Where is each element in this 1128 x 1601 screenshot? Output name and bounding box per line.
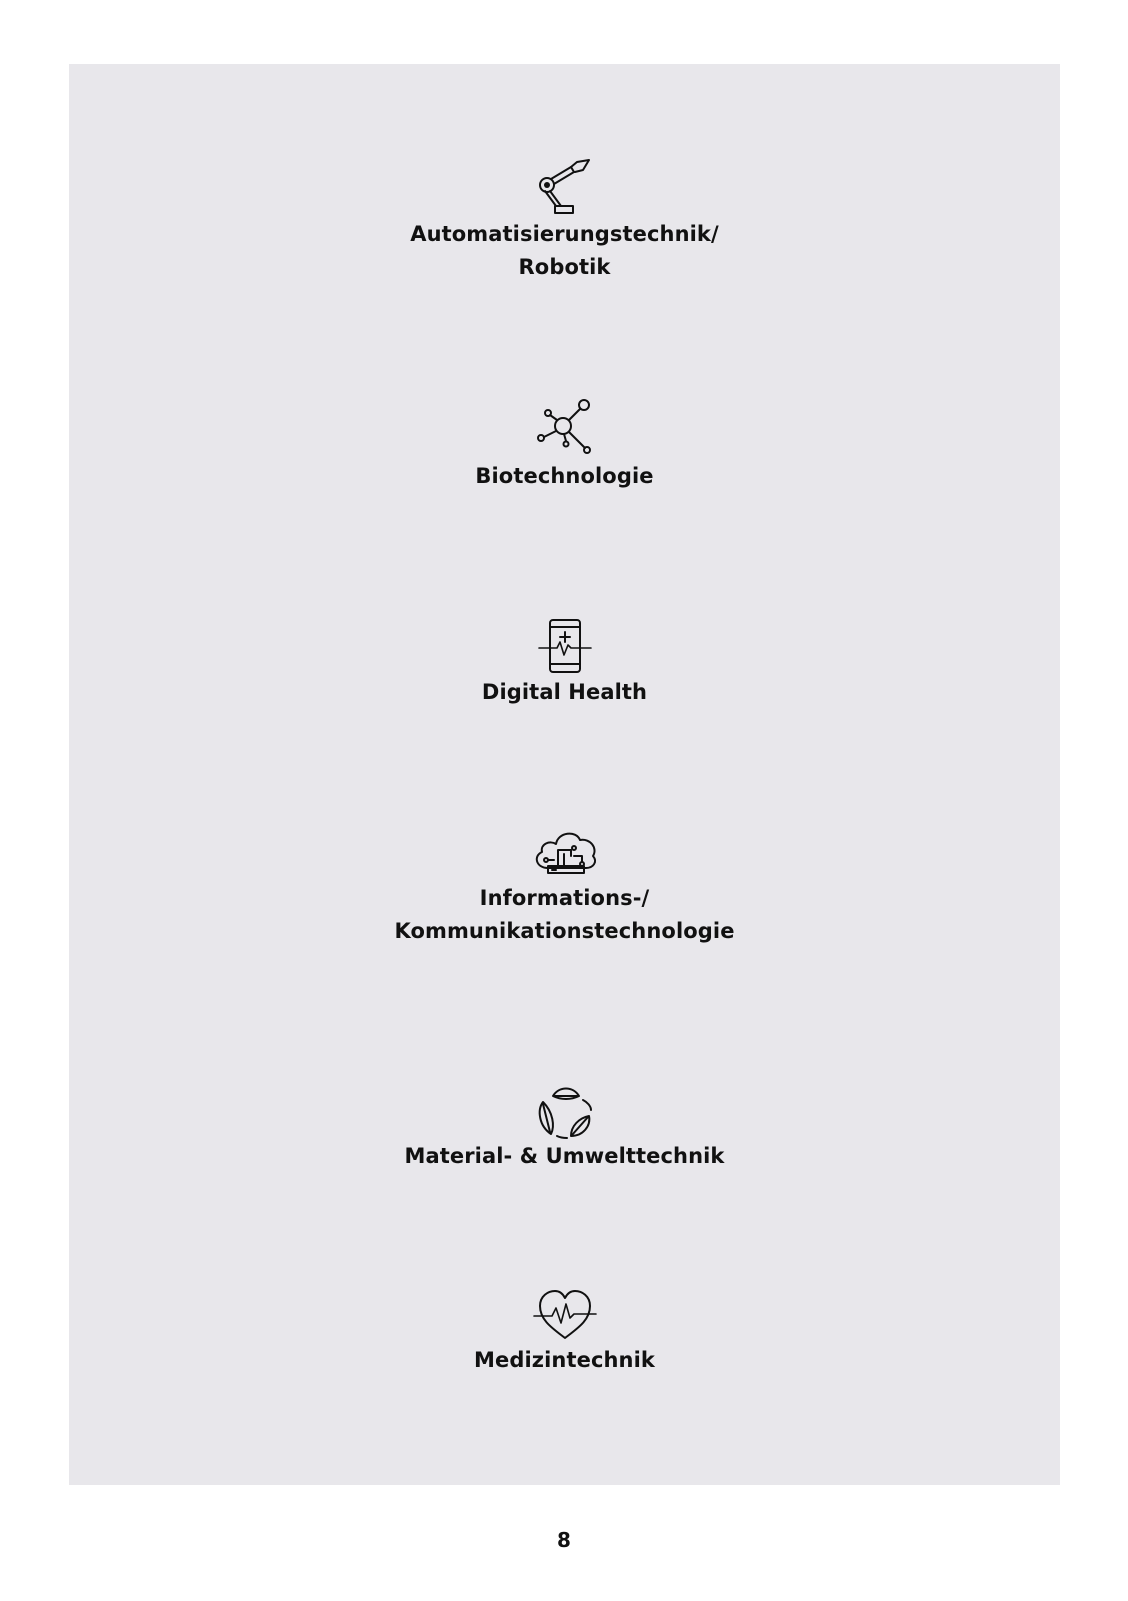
sector-label-line-1: Informations-/ bbox=[479, 886, 650, 910]
sector-label-line-1: Material- & Umwelttechnik bbox=[404, 1144, 725, 1168]
sector-digital-health bbox=[69, 618, 1060, 709]
cloud-network-icon bbox=[530, 826, 600, 882]
sector-medical-technology bbox=[69, 1288, 1060, 1377]
molecule-network-icon bbox=[533, 398, 597, 460]
sector-label-line-2: Robotik bbox=[518, 255, 611, 279]
sector-panel bbox=[69, 64, 1060, 1485]
sector-automation-robotics bbox=[69, 158, 1060, 284]
robot-arm-icon bbox=[533, 158, 597, 218]
sector-label-line-2: Kommunikationstechnologie bbox=[394, 919, 735, 943]
smartphone-health-icon bbox=[535, 618, 595, 676]
sector-label-line-1: Biotechnologie bbox=[475, 464, 654, 488]
sector-ict bbox=[69, 826, 1060, 948]
sector-biotechnology bbox=[69, 398, 1060, 493]
sector-material-environment bbox=[69, 1082, 1060, 1173]
leaf-recycle-icon bbox=[533, 1082, 597, 1140]
page-number: 8 bbox=[557, 1528, 571, 1552]
sector-label-line-1: Digital Health bbox=[481, 680, 648, 704]
sector-label-line-1: Automatisierungstechnik/ bbox=[410, 222, 719, 246]
sector-label-line-1: Medizintechnik bbox=[474, 1348, 655, 1372]
heart-pulse-icon bbox=[532, 1288, 598, 1344]
